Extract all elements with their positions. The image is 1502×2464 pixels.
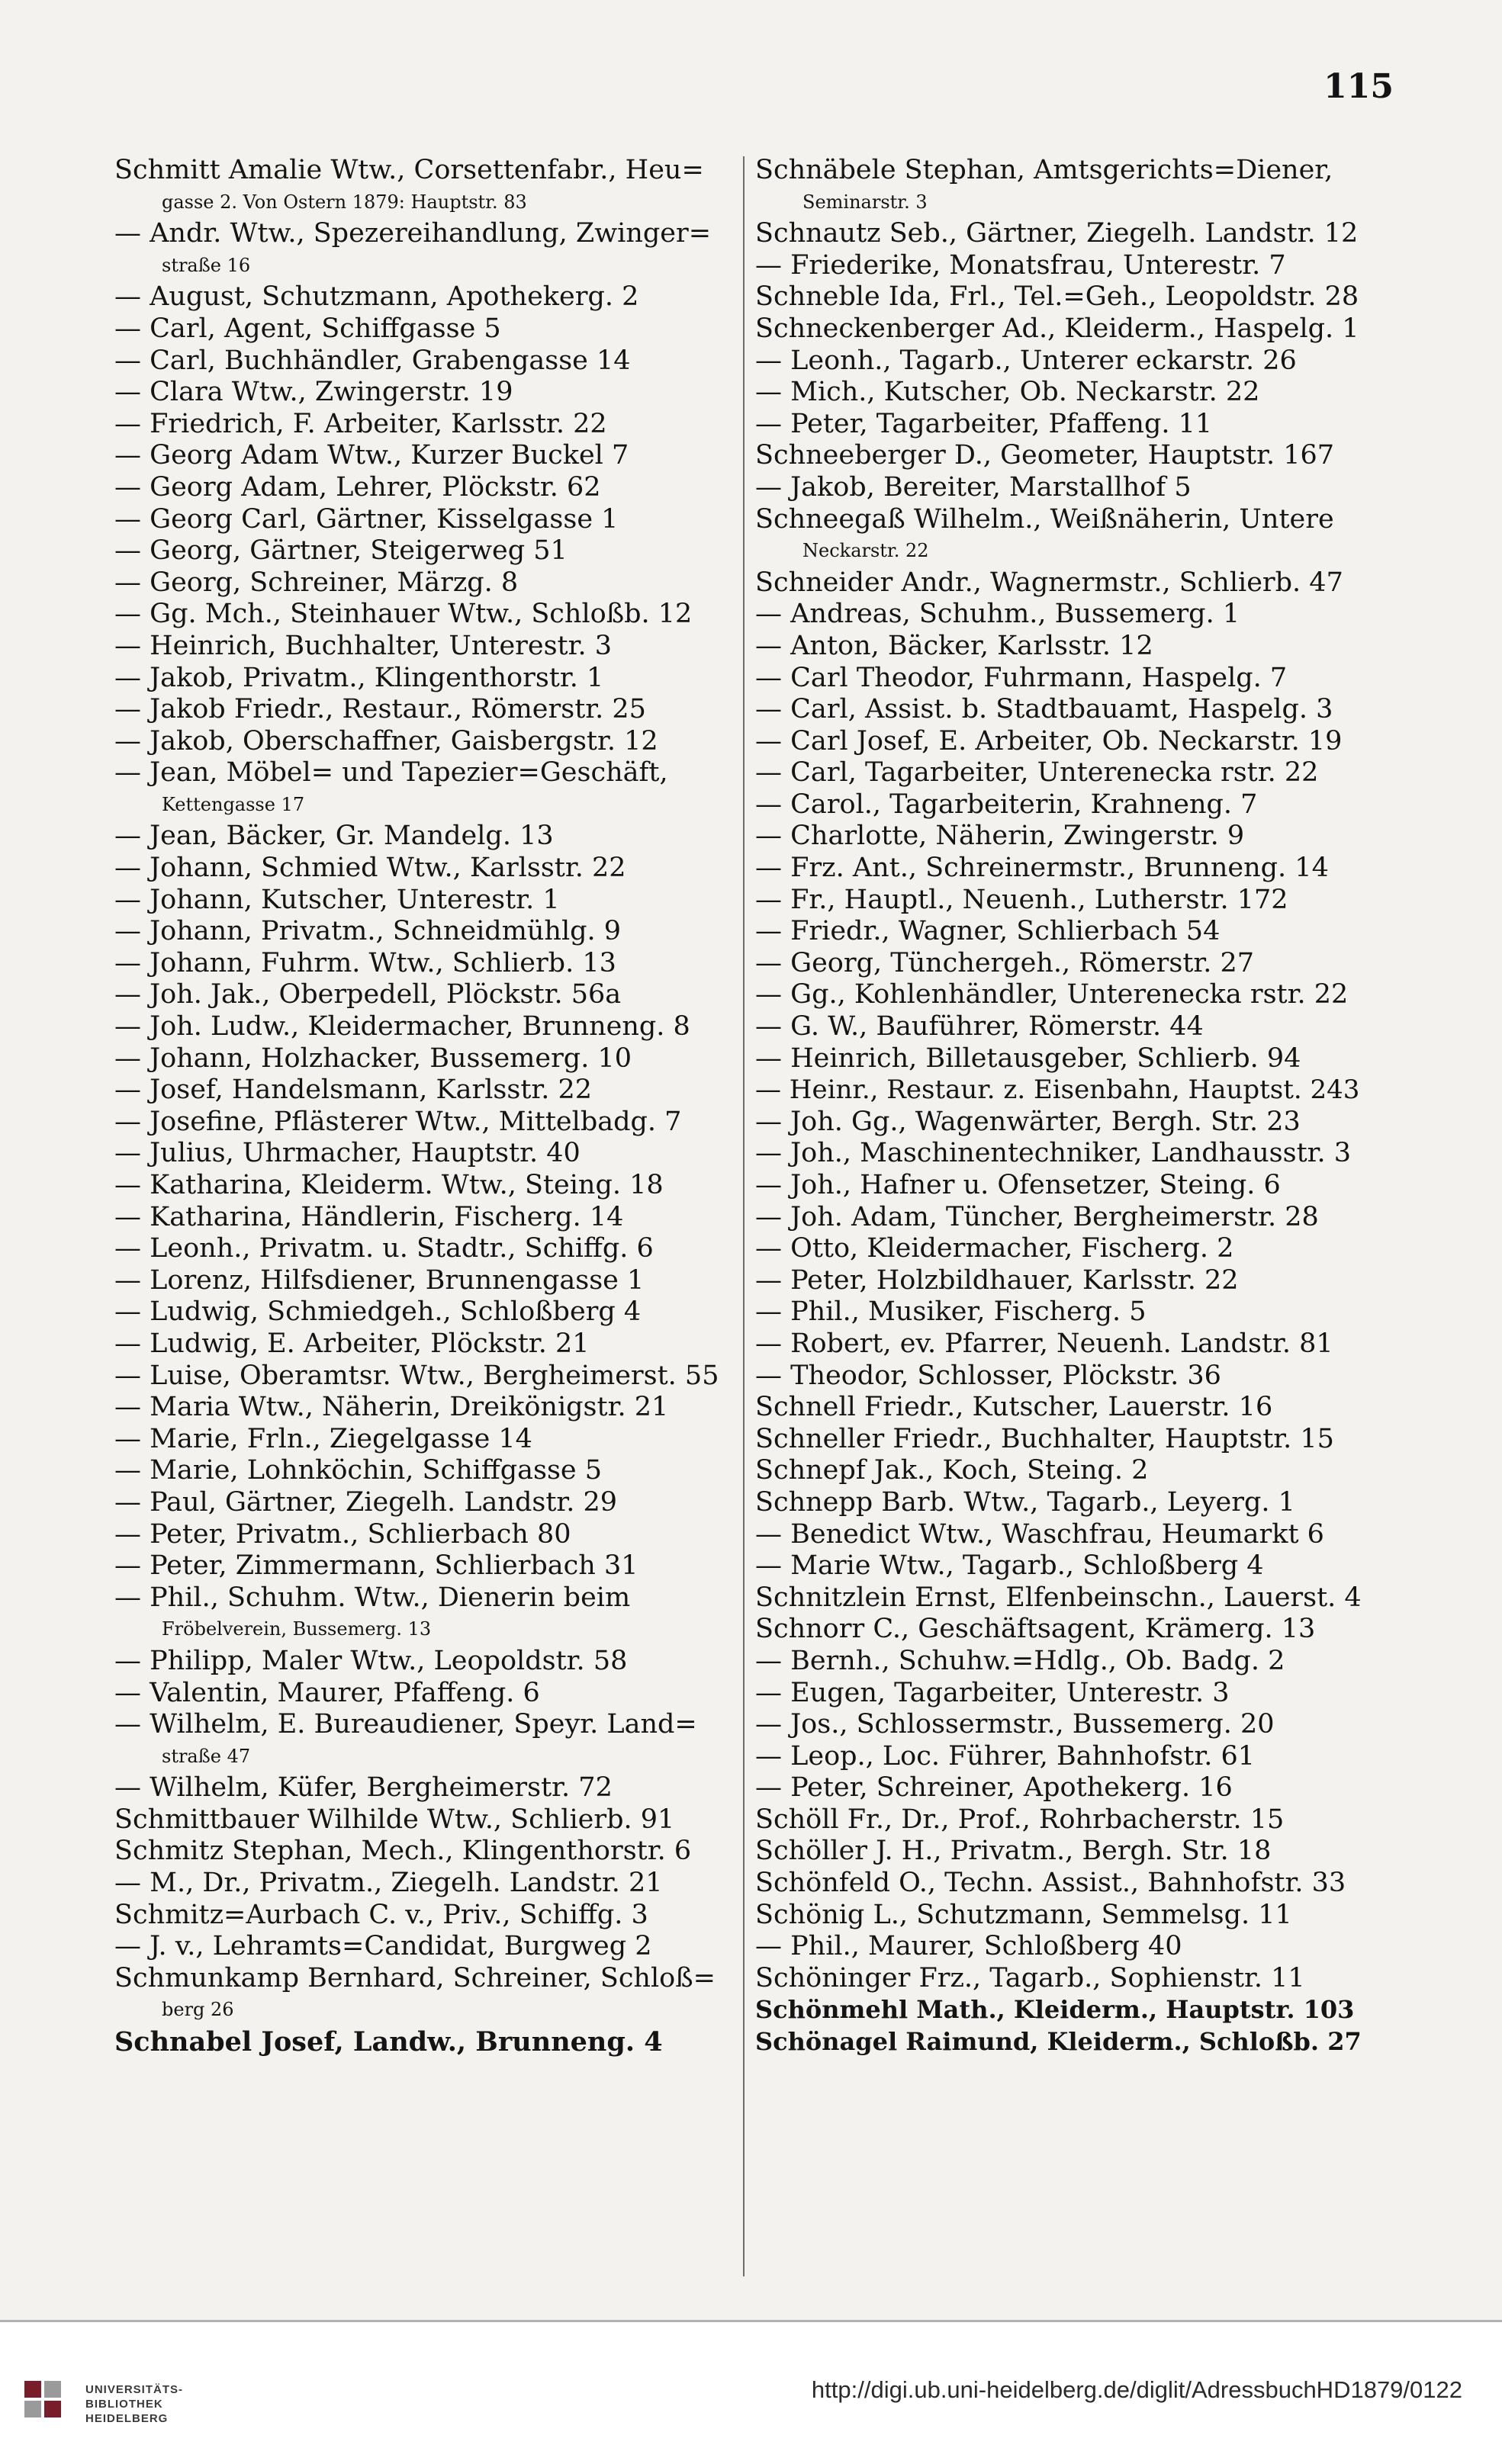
directory-entry: — Johann, Kutscher, Unterestr. 1: [114, 884, 560, 915]
directory-entry: — Friederike, Monatsfrau, Unterestr. 7: [755, 249, 1286, 281]
directory-entry: — Marie, Frln., Ziegelgasse 14: [114, 1423, 532, 1454]
directory-entry-continuation: gasse 2. Von Ostern 1879: Hauptstr. 83: [162, 191, 527, 213]
directory-entry: Schnäbele Stephan, Amtsgerichts=Diener,: [755, 155, 1333, 185]
directory-entry: Schmittbauer Wilhilde Wtw., Schlierb. 91: [114, 1804, 675, 1835]
directory-entry: Schnepp Barb. Wtw., Tagarb., Leyerg. 1: [755, 1486, 1295, 1518]
directory-entry: — Joh., Hafner u. Ofensetzer, Steing. 6: [755, 1170, 1281, 1200]
library-name: [85, 2382, 183, 2426]
directory-entry: — Robert, ev. Pfarrer, Neuenh. Landstr. 81: [755, 1328, 1333, 1359]
directory-entry: — M., Dr., Privatm., Ziegelh. Landstr. 21: [114, 1868, 663, 1899]
directory-entry: Schönig L., Schutzmann, Semmelsg. 11: [755, 1899, 1292, 1930]
directory-entry: — Carl Josef, E. Arbeiter, Ob. Neckarstr. 19: [755, 725, 1343, 757]
directory-entry-continuation: Seminarstr. 3: [802, 191, 928, 213]
directory-entry: Schneegaß Wilhelm., Weißnäherin, Untere: [755, 503, 1334, 535]
directory-entry: — Ludwig, E. Arbeiter, Plöckstr. 21: [114, 1328, 590, 1359]
directory-entry: Schneckenberger Ad., Kleiderm., Haspelg. 1: [755, 313, 1359, 344]
library-name-line: HEIDELBERG: [85, 2412, 169, 2425]
directory-entry: — Georg Adam Wtw., Kurzer Buckel 7: [114, 440, 629, 471]
directory-entry: — Wilhelm, E. Bureaudiener, Speyr. Land=: [114, 1709, 697, 1740]
directory-entry: — Jean, Möbel= und Tapezier=Geschäft,: [114, 757, 668, 789]
directory-entry: Schöninger Frz., Tagarb., Sophienstr. 11: [755, 1962, 1305, 1993]
directory-entry: — Valentin, Maurer, Pfaffeng. 6: [114, 1677, 540, 1708]
directory-entry: — Georg, Gärtner, Steigerweg 51: [114, 535, 568, 567]
directory-entry: — Mich., Kutscher, Ob. Neckarstr. 22: [755, 377, 1260, 408]
directory-entry: — Peter, Privatm., Schlierbach 80: [114, 1518, 571, 1550]
directory-entry: — Eugen, Tagarbeiter, Unterestr. 3: [755, 1677, 1230, 1708]
directory-entry: Schnitzlein Ernst, Elfenbeinschn., Lauerst. 4: [755, 1582, 1362, 1613]
page-number: 115: [1323, 67, 1394, 106]
directory-entry: — Peter, Tagarbeiter, Pfaffeng. 11: [755, 408, 1213, 439]
directory-entry: Schnautz Seb., Gärtner, Ziegelh. Landstr. 12: [755, 218, 1359, 249]
directory-entry: — Katharina, Kleiderm. Wtw., Steing. 18: [114, 1170, 664, 1200]
directory-entry: — Heinrich, Buchhalter, Unterestr. 3: [114, 630, 613, 661]
directory-entry: — Paul, Gärtner, Ziegelh. Landstr. 29: [114, 1486, 618, 1518]
directory-entry: Schnell Friedr., Kutscher, Lauerstr. 16: [755, 1392, 1273, 1423]
directory-entry: — Luise, Oberamtsr. Wtw., Bergheimerst. 55: [114, 1360, 719, 1391]
directory-entry: — Fr., Hauptl., Neuenh., Lutherstr. 172: [755, 884, 1288, 915]
directory-entry: — Phil., Musiker, Fischerg. 5: [755, 1296, 1147, 1328]
directory-entry: Schneble Ida, Frl., Tel.=Geh., Leopoldstr. 28: [755, 281, 1359, 313]
library-name-line: UNIVERSITÄTS-: [85, 2383, 184, 2396]
directory-entry: Schmunkamp Bernhard, Schreiner, Schloß=: [114, 1962, 716, 1993]
source-url-link[interactable]: http://digi.ub.uni-heidelberg.de/diglit/AdressbuchHD1879/0122: [811, 2376, 1462, 2403]
directory-entry: — Joh. Jak., Oberpedell, Plöckstr. 56a: [114, 979, 622, 1010]
directory-entry: — Jakob, Oberschaffner, Gaisbergstr. 12: [114, 725, 658, 757]
directory-entry: — Johann, Schmied Wtw., Karlsstr. 22: [114, 853, 626, 884]
left-column: [114, 155, 725, 2058]
directory-entry: Schmitz=Aurbach C. v., Priv., Schiffg. 3: [114, 1899, 648, 1930]
directory-entry: Schnepf Jak., Koch, Steing. 2: [755, 1455, 1149, 1486]
directory-entry: — Johann, Fuhrm. Wtw., Schlierb. 13: [114, 947, 616, 978]
directory-entry: — Theodor, Schlosser, Plöckstr. 36: [755, 1360, 1221, 1391]
directory-entry: — Gg. Mch., Steinhauer Wtw., Schloßb. 12: [114, 599, 693, 630]
directory-entry: — Leonh., Tagarb., Unterer eckarstr. 26: [755, 345, 1297, 376]
directory-entry: — Peter, Holzbildhauer, Karlsstr. 22: [755, 1264, 1239, 1296]
directory-entry: — Philipp, Maler Wtw., Leopoldstr. 58: [114, 1645, 628, 1676]
directory-entry: — Phil., Maurer, Schloßberg 40: [755, 1931, 1182, 1962]
directory-entry: — Joh. Gg., Wagenwärter, Bergh. Str. 23: [755, 1106, 1301, 1137]
directory-entry: — Wilhelm, Küfer, Bergheimerstr. 72: [114, 1772, 613, 1804]
directory-entry: — Andr. Wtw., Spezereihandlung, Zwinger=: [114, 218, 712, 249]
directory-entry: — Jakob Friedr., Restaur., Römerstr. 25: [114, 694, 646, 725]
directory-entry: — J. v., Lehramts=Candidat, Burgweg 2: [114, 1931, 652, 1962]
directory-entry: — Marie Wtw., Tagarb., Schloßberg 4: [755, 1550, 1264, 1582]
directory-entry: Schönagel Raimund, Kleiderm., Schloßb. 27: [755, 2027, 1362, 2057]
directory-entry-continuation: straße 16: [162, 254, 251, 276]
directory-entry: — Anton, Bäcker, Karlsstr. 12: [755, 630, 1153, 661]
directory-entry: Schneider Andr., Wagnermstr., Schlierb. 47: [755, 567, 1343, 598]
directory-entry: Schnorr C., Geschäftsagent, Krämerg. 13: [755, 1614, 1316, 1645]
directory-entry: — Heinrich, Billetausgeber, Schlierb. 94: [755, 1042, 1301, 1074]
directory-entry: — Marie, Lohnköchin, Schiffgasse 5: [114, 1455, 603, 1486]
directory-entry: — Charlotte, Näherin, Zwingerstr. 9: [755, 821, 1245, 852]
directory-entry-continuation: Kettengasse 17: [162, 793, 305, 815]
directory-entry: — Bernh., Schuhw.=Hdlg., Ob. Badg. 2: [755, 1645, 1285, 1676]
directory-entry: — August, Schutzmann, Apothekerg. 2: [114, 281, 639, 313]
directory-entry: — Julius, Uhrmacher, Hauptstr. 40: [114, 1138, 581, 1169]
directory-entry: — Phil., Schuhm. Wtw., Dienerin beim: [114, 1582, 631, 1613]
directory-entry: — Jos., Schlossermstr., Bussemerg. 20: [755, 1709, 1275, 1740]
directory-entry: — Georg Carl, Gärtner, Kisselgasse 1: [114, 503, 619, 535]
directory-entry-continuation: straße 47: [162, 1745, 251, 1767]
directory-entry-continuation: berg 26: [162, 1999, 234, 2021]
directory-entry: — Carl, Buchhändler, Grabengasse 14: [114, 345, 631, 376]
directory-entry: — Ludwig, Schmiedgeh., Schloßberg 4: [114, 1296, 642, 1328]
directory-entry: Schönmehl Math., Kleiderm., Hauptstr. 103: [755, 1995, 1355, 2025]
directory-entry: — Georg Adam, Lehrer, Plöckstr. 62: [114, 471, 601, 503]
directory-entry: Schmitt Amalie Wtw., Corsettenfabr., Heu=: [114, 155, 704, 185]
directory-entry: — Carol., Tagarbeiterin, Krahneng. 7: [755, 789, 1258, 820]
library-name-line: BIBLIOTHEK: [85, 2398, 163, 2411]
directory-entry: — Friedrich, F. Arbeiter, Karlsstr. 22: [114, 408, 607, 439]
directory-entry: — Joh. Adam, Tüncher, Bergheimerstr. 28: [755, 1201, 1319, 1232]
directory-entry: — Jakob, Privatm., Klingenthorstr. 1: [114, 662, 604, 693]
directory-entry: — Andreas, Schuhm., Bussemerg. 1: [755, 599, 1240, 630]
directory-entry: — Johann, Holzhacker, Bussemerg. 10: [114, 1042, 632, 1074]
directory-entry: Schöll Fr., Dr., Prof., Rohrbacherstr. 15: [755, 1804, 1285, 1835]
directory-entry: — Otto, Kleidermacher, Fischerg. 2: [755, 1233, 1234, 1264]
directory-entry: — Friedr., Wagner, Schlierbach 54: [755, 916, 1221, 947]
directory-entry: — Frz. Ant., Schreinermstr., Brunneng. 14: [755, 853, 1329, 884]
directory-entry: — Benedict Wtw., Waschfrau, Heumarkt 6: [755, 1518, 1324, 1550]
directory-entry: Schneller Friedr., Buchhalter, Hauptstr. 15: [755, 1423, 1334, 1454]
directory-entry: — Georg, Tünchergeh., Römerstr. 27: [755, 947, 1255, 978]
university-library-logo-icon: [23, 2379, 63, 2419]
directory-entry: — Leop., Loc. Führer, Bahnhofstr. 61: [755, 1740, 1255, 1772]
directory-entry: — Gg., Kohlenhändler, Unterenecka rstr. 22: [755, 979, 1349, 1010]
directory-entry: — Carl Theodor, Fuhrmann, Haspelg. 7: [755, 662, 1288, 693]
directory-entry: — Jean, Bäcker, Gr. Mandelg. 13: [114, 821, 554, 852]
directory-entry: — Peter, Zimmermann, Schlierbach 31: [114, 1550, 638, 1582]
footer-divider: [0, 2320, 1502, 2322]
directory-entry: — Georg, Schreiner, Märzg. 8: [114, 567, 519, 598]
directory-entry: — Johann, Privatm., Schneidmühlg. 9: [114, 916, 622, 947]
directory-entry: Schöller J. H., Privatm., Bergh. Str. 18: [755, 1836, 1272, 1867]
directory-entry: — Carl, Tagarbeiter, Unterenecka rstr. 22: [755, 757, 1319, 789]
directory-entry: — Carl, Assist. b. Stadtbauamt, Haspelg. 3: [755, 694, 1333, 725]
directory-entry: Schnabel Josef, Landw., Brunneng. 4: [114, 2026, 663, 2058]
directory-entry: Schönfeld O., Techn. Assist., Bahnhofstr. 33: [755, 1868, 1346, 1899]
directory-entry: — Leonh., Privatm. u. Stadtr., Schiffg. 6: [114, 1233, 654, 1264]
column-divider: [743, 156, 745, 2276]
directory-entry: — Heinr., Restaur. z. Eisenbahn, Hauptst. 243: [755, 1075, 1360, 1106]
directory-entry: — Jakob, Bereiter, Marstallhof 5: [755, 471, 1192, 503]
directory-entry: — Joh. Ludw., Kleidermacher, Brunneng. 8: [114, 1011, 690, 1042]
directory-entry: — Maria Wtw., Näherin, Dreikönigstr. 21: [114, 1392, 669, 1423]
directory-entry: — Josef, Handelsmann, Karlsstr. 22: [114, 1075, 593, 1106]
directory-entry: — Lorenz, Hilfsdiener, Brunnengasse 1: [114, 1264, 645, 1296]
directory-entry: Schmitz Stephan, Mech., Klingenthorstr. 6: [114, 1836, 692, 1867]
directory-entry-continuation: Fröbelverein, Bussemerg. 13: [162, 1618, 432, 1640]
right-column: [755, 155, 1365, 2058]
directory-entry: — Carl, Agent, Schiffgasse 5: [114, 313, 501, 344]
directory-entry: — Joh., Maschinentechniker, Landhausstr. 3: [755, 1138, 1352, 1169]
directory-entry: — Katharina, Händlerin, Fischerg. 14: [114, 1201, 624, 1232]
directory-entry-continuation: Neckarstr. 22: [802, 540, 929, 562]
directory-entry: — Clara Wtw., Zwingerstr. 19: [114, 377, 513, 408]
directory-entry: — Josefine, Pflästerer Wtw., Mittelbadg. 7: [114, 1106, 682, 1137]
directory-entry: Schneeberger D., Geometer, Hauptstr. 167: [755, 440, 1335, 471]
directory-entry: — G. W., Bauführer, Römerstr. 44: [755, 1011, 1204, 1042]
directory-entry: — Peter, Schreiner, Apothekerg. 16: [755, 1772, 1233, 1804]
